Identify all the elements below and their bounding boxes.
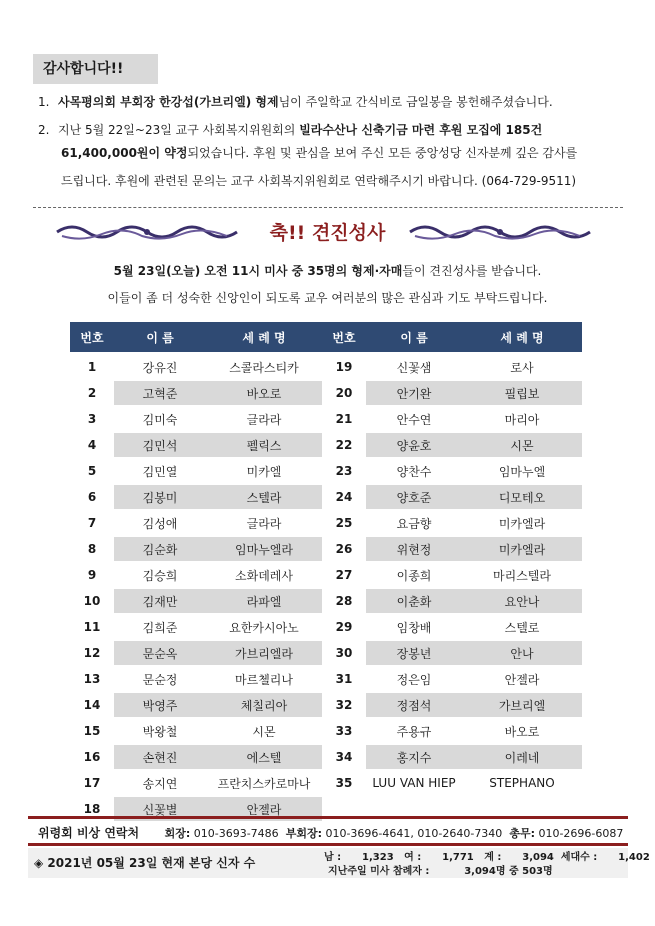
baptismal-name: 요한카시아노 <box>206 614 322 640</box>
row-number: 29 <box>322 614 366 640</box>
baptismal-name: 마리아 <box>462 406 582 432</box>
baptismal-name: 체칠리아 <box>206 692 322 718</box>
table-row <box>70 588 582 614</box>
row-number: 4 <box>70 432 114 458</box>
member-name: 이춘화 <box>366 588 462 614</box>
status-title: ◈ 2021년 05월 23일 현재 본당 신자 수 <box>34 856 256 870</box>
row-number: 33 <box>322 718 366 744</box>
baptismal-name: 안젤라 <box>462 666 582 692</box>
member-name: 김승희 <box>114 562 206 588</box>
member-name: 주용규 <box>366 718 462 744</box>
row-number: 17 <box>70 770 114 796</box>
baptismal-name: 스텔로 <box>462 614 582 640</box>
table-row <box>70 432 582 458</box>
baptismal-name: 미카엘라 <box>462 536 582 562</box>
baptismal-name: 펠릭스 <box>206 432 322 458</box>
table-row <box>70 354 582 381</box>
baptismal-name: 시몬 <box>462 432 582 458</box>
vice-label: 부회장: <box>285 827 322 840</box>
baptismal-name: 디모테오 <box>462 484 582 510</box>
thanks-item-2 <box>38 116 628 144</box>
member-name: 송지연 <box>114 770 206 796</box>
member-name: 문순옥 <box>114 640 206 666</box>
baptismal-name: 마르첼리나 <box>206 666 322 692</box>
baptismal-name: 안젤라 <box>206 796 322 822</box>
table-row <box>70 380 582 406</box>
col-header-number: 번호 <box>322 322 366 354</box>
table-row <box>70 770 582 796</box>
baptismal-name: 글라라 <box>206 510 322 536</box>
member-name: 양윤호 <box>366 432 462 458</box>
row-number: 31 <box>322 666 366 692</box>
member-name: 정은임 <box>366 666 462 692</box>
member-name: 김민석 <box>114 432 206 458</box>
row-number: 15 <box>70 718 114 744</box>
table-row <box>70 614 582 640</box>
table-row <box>70 640 582 666</box>
baptismal-name: 마리스텔라 <box>462 562 582 588</box>
president-phone: 010-3693-7486 <box>193 827 279 840</box>
member-name: 김재만 <box>114 588 206 614</box>
president-label: 회장: <box>164 827 191 840</box>
row-number: 32 <box>322 692 366 718</box>
mass-attendance: 지난주일 미사 참례자 : 3,094명 중 503명 <box>328 866 553 877</box>
confirmation-request: 이들이 좀 더 성숙한 신앙인이 되도록 교우 여러분의 많은 관심과 기도 부탁드립니다. <box>107 291 548 305</box>
col-header-baptismal-name: 세 례 명 <box>206 322 322 354</box>
baptismal-name: 미카엘라 <box>462 510 582 536</box>
col-header-number: 번호 <box>70 322 114 354</box>
footer-divider <box>28 843 628 846</box>
member-name: 신꽃샘 <box>366 354 462 381</box>
donor-name: 사목평의회 부회장 한강섭(가브리엘) 형제 <box>58 95 279 109</box>
confirmation-title: 축!! 견진성사 <box>269 222 386 244</box>
vice-phone: 010-3696-4641, 010-2640-7340 <box>325 827 503 840</box>
treasurer-label: 총무: <box>509 827 535 840</box>
section-divider <box>33 207 623 208</box>
member-name: 이종희 <box>366 562 462 588</box>
treasurer-phone: 010-2696-6087 <box>538 827 624 840</box>
table-row <box>70 458 582 484</box>
row-number: 9 <box>70 562 114 588</box>
baptismal-name: 프란치스카로마나 <box>206 770 322 796</box>
item-number: 1. <box>38 95 50 109</box>
table-row <box>70 666 582 692</box>
contact-label: 위령회 비상 연락처 <box>38 826 140 840</box>
member-name: 강유진 <box>114 354 206 381</box>
footer-divider <box>28 816 628 819</box>
table-row <box>70 536 582 562</box>
row-number: 13 <box>70 666 114 692</box>
row-number: 22 <box>322 432 366 458</box>
row-number: 18 <box>70 796 114 822</box>
thanks-item-1 <box>38 88 628 116</box>
baptismal-name: 임마누엘 <box>462 458 582 484</box>
row-number: 20 <box>322 380 366 406</box>
thanks-item-2-line2 <box>61 144 621 161</box>
thanks-title: 감사합니다!! <box>33 54 158 84</box>
baptismal-name: 요안나 <box>462 588 582 614</box>
row-number: 30 <box>322 640 366 666</box>
row-number: 1 <box>70 354 114 381</box>
baptismal-name: 미카엘 <box>206 458 322 484</box>
baptismal-name: 바오로 <box>462 718 582 744</box>
table-row <box>70 562 582 588</box>
baptismal-name: 바오로 <box>206 380 322 406</box>
item-text: 지난 5월 22일~23일 교구 사회복지위원회의 <box>58 123 300 137</box>
member-name: 김봉미 <box>114 484 206 510</box>
row-number: 34 <box>322 744 366 770</box>
member-name: 김순화 <box>114 536 206 562</box>
row-number: 21 <box>322 406 366 432</box>
table-row <box>70 718 582 744</box>
row-number: 24 <box>322 484 366 510</box>
baptismal-name: 이레네 <box>462 744 582 770</box>
table-row <box>70 406 582 432</box>
row-number: 23 <box>322 458 366 484</box>
baptismal-name: 시몬 <box>206 718 322 744</box>
table-header-row <box>70 322 582 354</box>
baptismal-name: 소화데레사 <box>206 562 322 588</box>
member-name: 요금향 <box>366 510 462 536</box>
baptismal-name: 가브리엘 <box>462 692 582 718</box>
col-header-baptismal-name: 세 례 명 <box>462 322 582 354</box>
col-header-name: 이 름 <box>114 322 206 354</box>
member-name: 안기완 <box>366 380 462 406</box>
member-name: 김민열 <box>114 458 206 484</box>
baptismal-name: 스텔라 <box>206 484 322 510</box>
confirmation-roster-table <box>70 322 582 823</box>
row-number: 5 <box>70 458 114 484</box>
row-number: 28 <box>322 588 366 614</box>
table-row <box>70 744 582 770</box>
pledge-amount: 61,400,000원이 약정 <box>61 146 188 160</box>
baptismal-name: 글라라 <box>206 406 322 432</box>
baptismal-name: 안나 <box>462 640 582 666</box>
member-name: 위현정 <box>366 536 462 562</box>
fund-highlight: 빌라수산나 신축기금 마련 후원 모집에 185건 <box>299 123 543 137</box>
row-number: 14 <box>70 692 114 718</box>
item-text: 님이 주일학교 간식비로 금일봉을 봉헌해주셨습니다. <box>278 95 553 109</box>
member-name: 정점석 <box>366 692 462 718</box>
decorative-ornament-right <box>405 220 595 244</box>
baptismal-name: 스콜라스티카 <box>206 354 322 381</box>
announcement-bold: 5월 23일(오늘) 오전 11시 미사 중 35명의 형제·자매 <box>113 264 403 278</box>
row-number: 25 <box>322 510 366 536</box>
member-name: 안수연 <box>366 406 462 432</box>
baptismal-name: 로사 <box>462 354 582 381</box>
baptismal-name: 임마누엘라 <box>206 536 322 562</box>
confirmation-announcement <box>0 262 655 279</box>
baptismal-name: STEPHANO <box>462 770 582 796</box>
row-number: 27 <box>322 562 366 588</box>
row-number: 3 <box>70 406 114 432</box>
row-number: 2 <box>70 380 114 406</box>
row-number: 7 <box>70 510 114 536</box>
table-row <box>70 510 582 536</box>
row-number: 11 <box>70 614 114 640</box>
member-name: 김희준 <box>114 614 206 640</box>
row-number: 16 <box>70 744 114 770</box>
member-name: 박왕철 <box>114 718 206 744</box>
emergency-contact <box>38 824 628 841</box>
member-name: 양호준 <box>366 484 462 510</box>
member-name: 고혁준 <box>114 380 206 406</box>
row-number: 6 <box>70 484 114 510</box>
parish-status-box <box>28 848 650 878</box>
baptismal-name: 가브리엘라 <box>206 640 322 666</box>
member-name: 문순정 <box>114 666 206 692</box>
member-counts: 남 : 1,323 여 : 1,771 계 : 3,094 세대수 : 1,402 <box>324 852 650 863</box>
announcement-text: 들이 견진성사를 받습니다. <box>402 264 542 278</box>
row-number: 35 <box>322 770 366 796</box>
row-number: 19 <box>322 354 366 381</box>
member-name: 김성애 <box>114 510 206 536</box>
row-number: 26 <box>322 536 366 562</box>
item-number: 2. <box>38 123 50 137</box>
member-name: 홍지수 <box>366 744 462 770</box>
member-name: 신꽃별 <box>114 796 206 822</box>
item-text: 되었습니다. 후원 및 관심을 보여 주신 모든 중앙성당 신자분께 깊은 감사를 <box>187 146 578 160</box>
member-name: 장봉년 <box>366 640 462 666</box>
table-row <box>70 692 582 718</box>
row-number: 10 <box>70 588 114 614</box>
baptismal-name: 에스텔 <box>206 744 322 770</box>
baptismal-name: 라파엘 <box>206 588 322 614</box>
member-name: LUU VAN HIEP <box>366 770 462 796</box>
thanks-item-2-line3: 드립니다. 후원에 관련된 문의는 교구 사회복지위원회로 연락해주시기 바랍니다. (064-729-9511) <box>61 174 577 188</box>
row-number: 12 <box>70 640 114 666</box>
col-header-name: 이 름 <box>366 322 462 354</box>
member-name: 박영주 <box>114 692 206 718</box>
member-name: 김미숙 <box>114 406 206 432</box>
member-name: 임창배 <box>366 614 462 640</box>
row-number: 8 <box>70 536 114 562</box>
member-name: 양찬수 <box>366 458 462 484</box>
baptismal-name: 필립보 <box>462 380 582 406</box>
member-name: 손현진 <box>114 744 206 770</box>
table-row <box>70 484 582 510</box>
